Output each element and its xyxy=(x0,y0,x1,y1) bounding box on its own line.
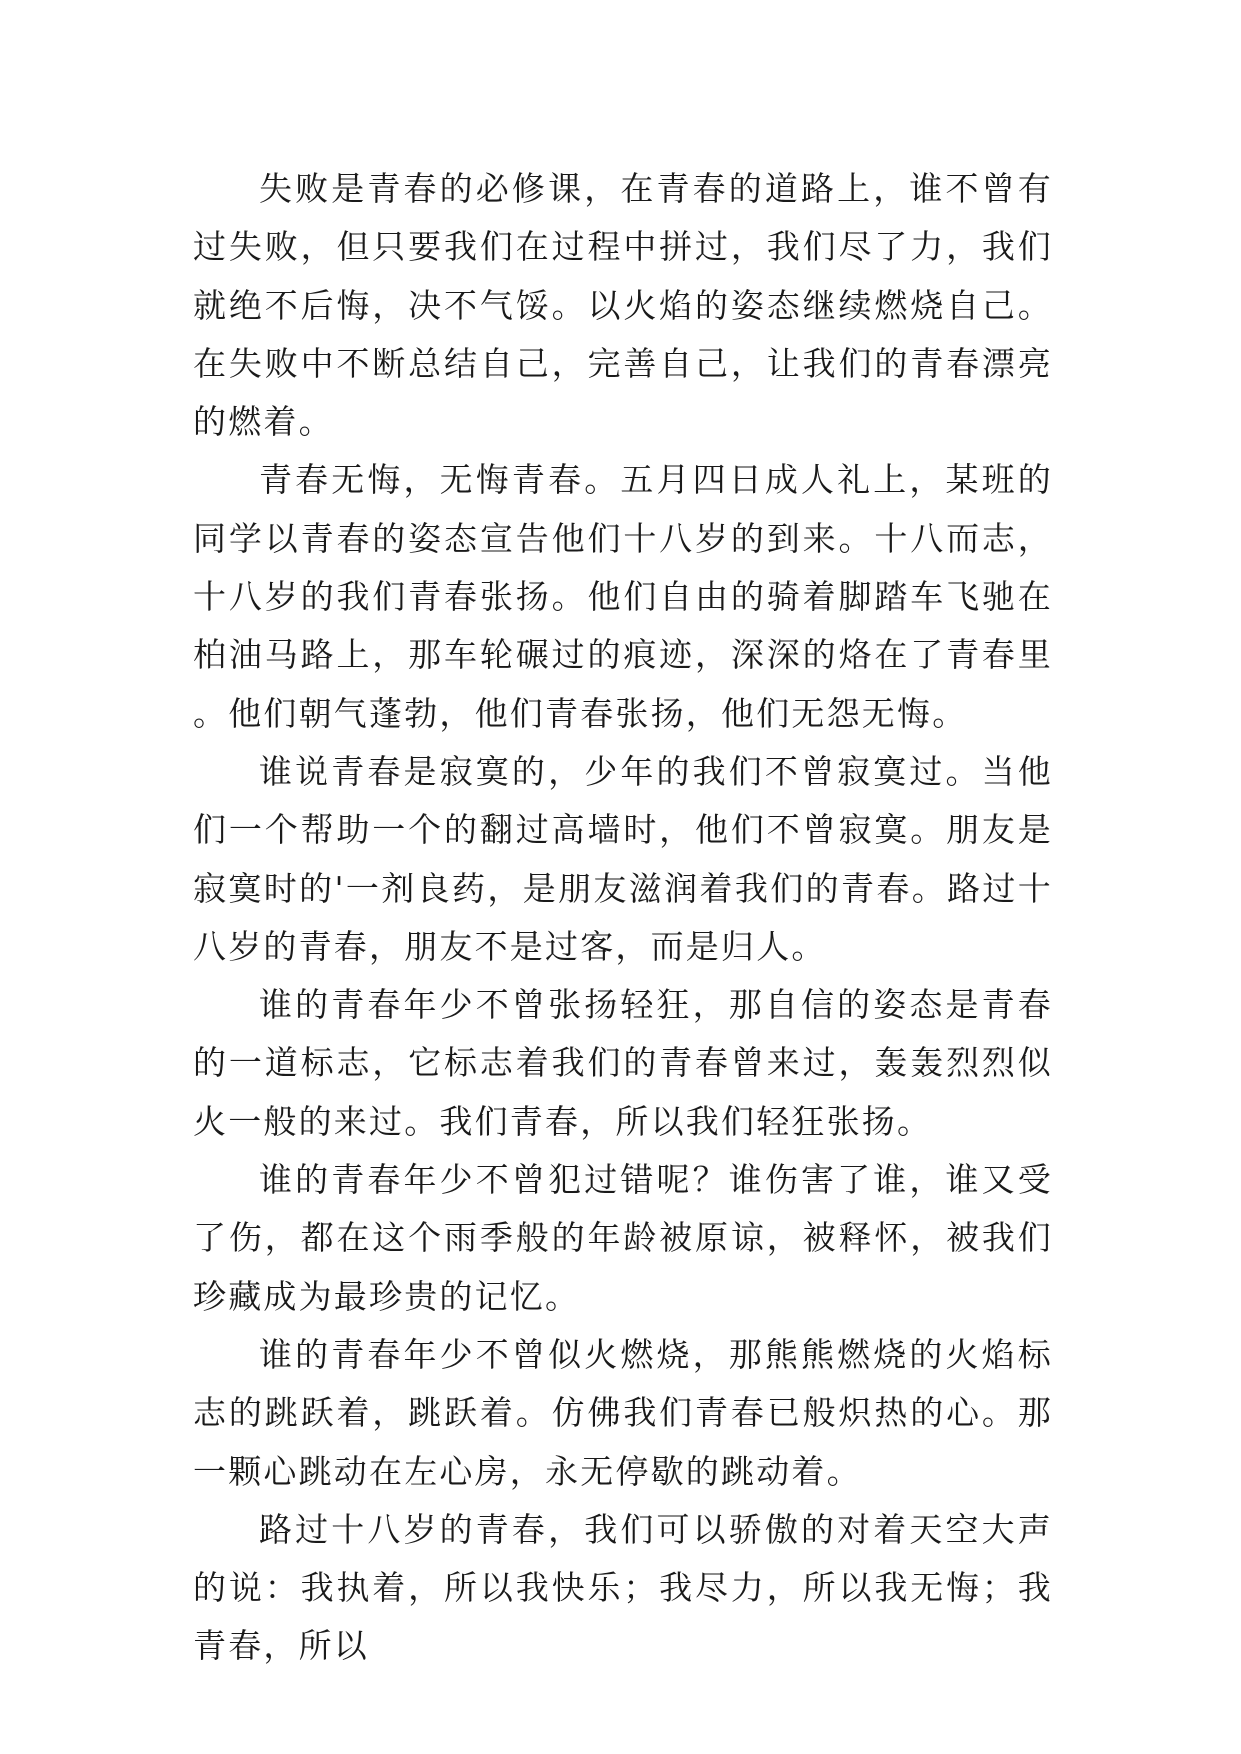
paragraph-coming-of-age: 青春无悔，无悔青春。五月四日成人礼上，某班的同学以青春的姿态宣告他们十八岁的到来。十八而志，十八岁的我们青春张扬。他们自由的骑着脚踏车飞驰在柏油马路上，那车轮碾过的痕迹，深深的烙在了青春里。他们朝气蓬勃，他们青春张扬，他们无怨无悔。 xyxy=(193,460,1053,733)
paragraph-confidence: 谁的青春年少不曾张扬轻狂，那自信的姿态是青春的一道标志，它标志着我们的青春曾来过，轰轰烈烈似火一般的来过。我们青春，所以我们轻狂张扬。 xyxy=(193,985,1053,1141)
paragraph-conclusion: 路过十八岁的青春，我们可以骄傲的对着天空大声的说：我执着，所以我快乐；我尽力，所以我无悔；我青春，所以 xyxy=(193,1509,1053,1666)
paragraph-failure: 失败是青春的必修课，在青春的道路上，谁不曾有过失败，但只要我们在过程中拼过，我们尽了力，我们就绝不后悔，决不气馁。以火焰的姿态继续燃烧自己。在失败中不断总结自己，完善自己，让我们的青春漂亮的燃着。 xyxy=(193,169,1053,442)
paragraph-burning: 谁的青春年少不曾似火燃烧，那熊熊燃烧的火焰标志的跳跃着，跳跃着。仿佛我们青春已般炽热的心。那一颗心跳动在左心房，永无停歇的跳动着。 xyxy=(193,1334,1053,1491)
paragraph-mistakes: 谁的青春年少不曾犯过错呢？谁伤害了谁，谁又受了伤，都在这个雨季般的年龄被原谅，被释怀，被我们珍藏成为最珍贵的记忆。 xyxy=(193,1160,1053,1316)
essay-body xyxy=(193,160,1053,1676)
paragraph-friendship: 谁说青春是寂寞的，少年的我们不曾寂寞过。当他们一个帮助一个的翻过高墙时，他们不曾寂寞。朋友是寂寞时的'一剂良药，是朋友滋润着我们的青春。路过十八岁的青春，朋友不是过客，而是归人。 xyxy=(193,751,1053,966)
